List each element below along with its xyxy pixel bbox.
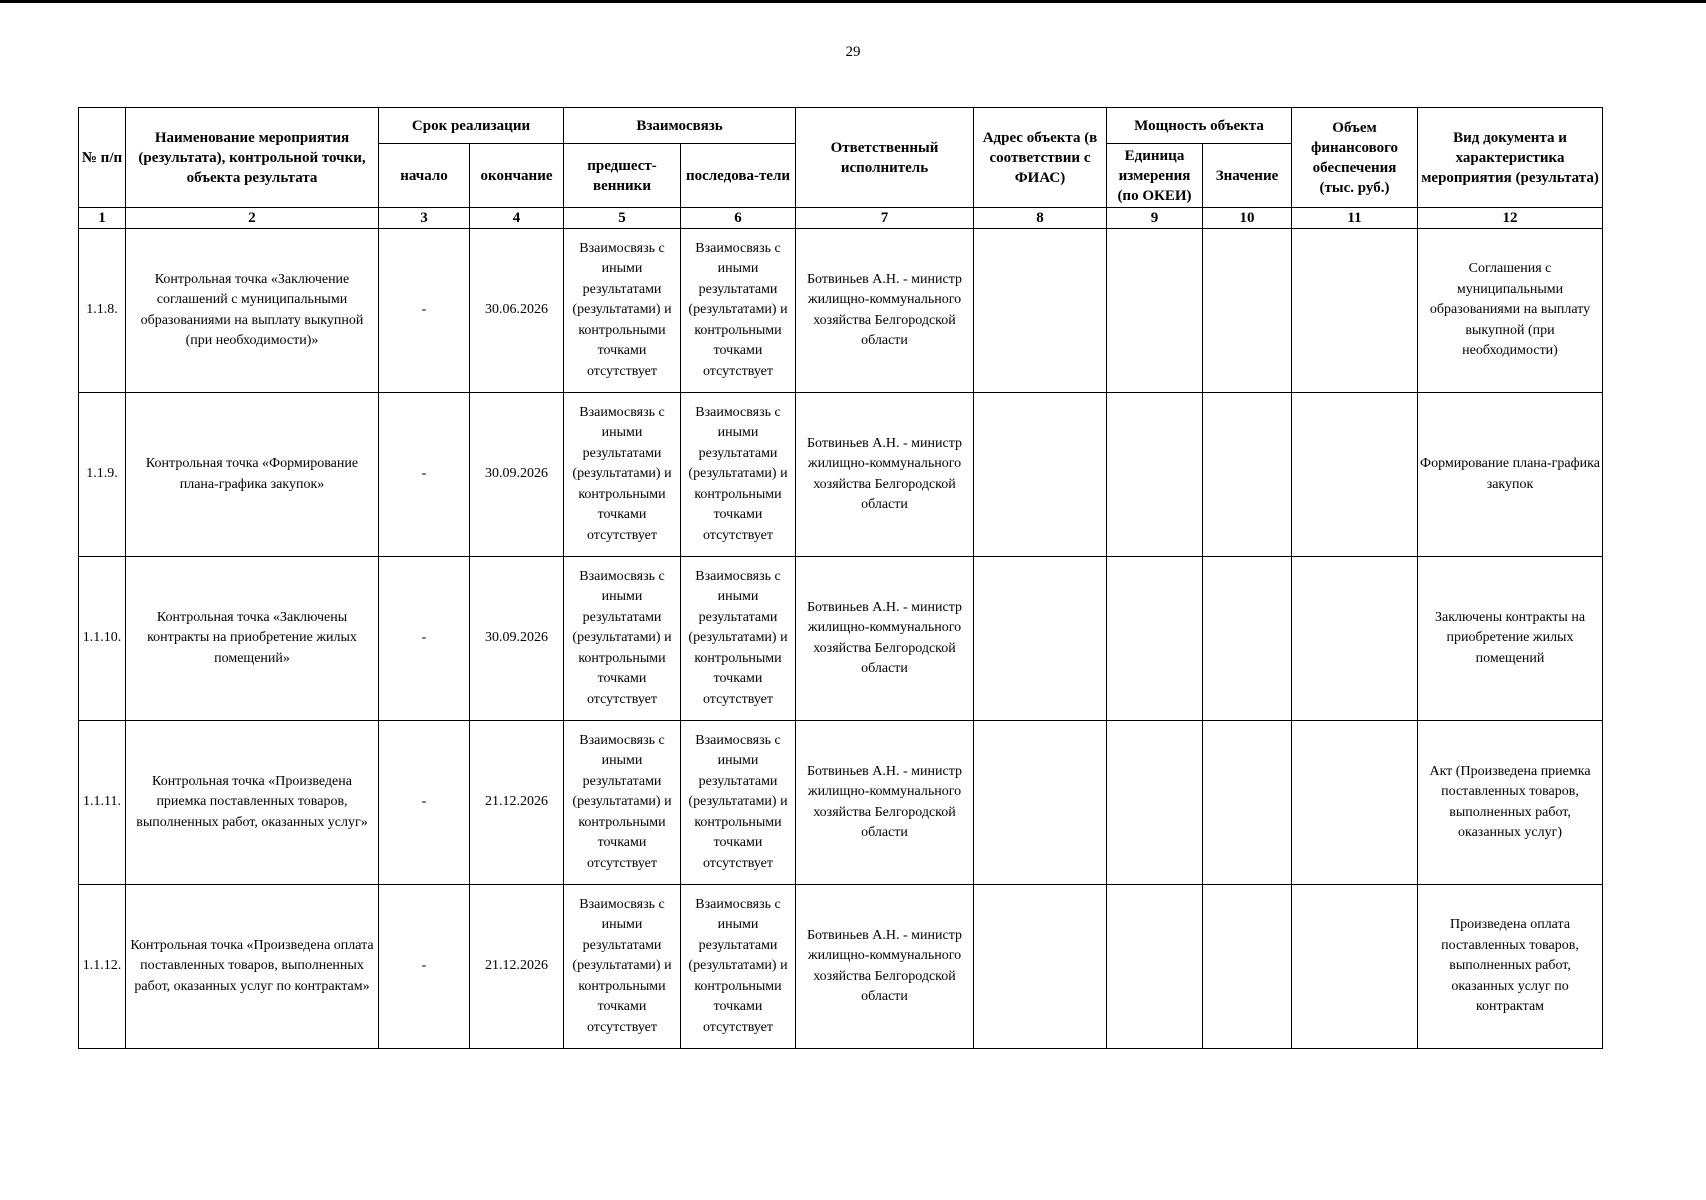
row-finance <box>1292 393 1418 557</box>
row-value <box>1203 721 1292 885</box>
row-finance <box>1292 721 1418 885</box>
column-number: 6 <box>681 208 796 229</box>
row-address <box>974 229 1107 393</box>
column-number-row <box>79 208 1603 229</box>
row-successors: Взаимосвязь с иными результатами (результатами) и контрольными точками отсутствует <box>681 557 796 721</box>
page-number: 29 <box>845 44 861 60</box>
table-row <box>79 885 1603 1049</box>
header-responsible: Ответственный исполнитель <box>796 108 974 208</box>
column-number: 3 <box>379 208 470 229</box>
table-row <box>79 229 1603 393</box>
row-value <box>1203 557 1292 721</box>
header-link-prev: предшест-венники <box>564 144 681 208</box>
row-unit <box>1107 393 1203 557</box>
table-row <box>79 557 1603 721</box>
column-number: 5 <box>564 208 681 229</box>
row-responsible: Ботвиньев А.Н. - министр жилищно-коммунального хозяйства Белгородской области <box>796 393 974 557</box>
row-value <box>1203 885 1292 1049</box>
row-finance <box>1292 229 1418 393</box>
row-name: Контрольная точка «Заключены контракты на приобретение жилых помещений» <box>126 557 379 721</box>
row-start: - <box>379 557 470 721</box>
row-finance <box>1292 557 1418 721</box>
row-end: 30.09.2026 <box>470 557 564 721</box>
header-capacity-value: Значение <box>1203 144 1292 208</box>
column-number: 4 <box>470 208 564 229</box>
column-number: 7 <box>796 208 974 229</box>
row-doc: Заключены контракты на приобретение жилых помещений <box>1418 557 1603 721</box>
table-row <box>79 721 1603 885</box>
row-responsible: Ботвиньев А.Н. - министр жилищно-коммунального хозяйства Белгородской области <box>796 557 974 721</box>
plan-table <box>78 107 1603 1049</box>
column-number: 2 <box>126 208 379 229</box>
row-doc: Формирование плана-графика закупок <box>1418 393 1603 557</box>
row-number: 1.1.8. <box>79 229 126 393</box>
row-start: - <box>379 229 470 393</box>
row-predecessors: Взаимосвязь с иными результатами (результатами) и контрольными точками отсутствует <box>564 393 681 557</box>
header-term-end: окончание <box>470 144 564 208</box>
row-doc: Соглашения с муниципальными образованиями на выплату выкупной (при необходимости) <box>1418 229 1603 393</box>
row-predecessors: Взаимосвязь с иными результатами (результатами) и контрольными точками отсутствует <box>564 229 681 393</box>
header-capacity: Мощность объекта <box>1107 108 1292 144</box>
header-address: Адрес объекта (в соответствии с ФИАС) <box>974 108 1107 208</box>
row-unit <box>1107 557 1203 721</box>
header-finance: Объем финансового обеспечения (тыс. руб.) <box>1292 108 1418 208</box>
row-predecessors: Взаимосвязь с иными результатами (результатами) и контрольными точками отсутствует <box>564 885 681 1049</box>
row-number: 1.1.11. <box>79 721 126 885</box>
row-address <box>974 721 1107 885</box>
column-number: 12 <box>1418 208 1603 229</box>
row-end: 30.06.2026 <box>470 229 564 393</box>
row-end: 21.12.2026 <box>470 885 564 1049</box>
row-start: - <box>379 393 470 557</box>
header-name: Наименование мероприятия (результата), контрольной точки, объекта результата <box>126 108 379 208</box>
row-end: 30.09.2026 <box>470 393 564 557</box>
row-address <box>974 885 1107 1049</box>
row-unit <box>1107 721 1203 885</box>
table-row <box>79 393 1603 557</box>
row-finance <box>1292 885 1418 1049</box>
row-name: Контрольная точка «Заключение соглашений с муниципальными образованиями на выплату выкупной (при необходимости)» <box>126 229 379 393</box>
row-start: - <box>379 721 470 885</box>
header-term-start: начало <box>379 144 470 208</box>
row-predecessors: Взаимосвязь с иными результатами (результатами) и контрольными точками отсутствует <box>564 557 681 721</box>
row-number: 1.1.9. <box>79 393 126 557</box>
header-capacity-unit: Единица измерения (по ОКЕИ) <box>1107 144 1203 208</box>
row-successors: Взаимосвязь с иными результатами (результатами) и контрольными точками отсутствует <box>681 885 796 1049</box>
row-successors: Взаимосвязь с иными результатами (результатами) и контрольными точками отсутствует <box>681 393 796 557</box>
row-name: Контрольная точка «Произведена приемка поставленных товаров, выполненных работ, оказанных услуг» <box>126 721 379 885</box>
row-successors: Взаимосвязь с иными результатами (результатами) и контрольными точками отсутствует <box>681 229 796 393</box>
row-doc: Акт (Произведена приемка поставленных товаров, выполненных работ, оказанных услуг) <box>1418 721 1603 885</box>
header-number: № п/п <box>79 108 126 208</box>
column-number: 10 <box>1203 208 1292 229</box>
column-number: 1 <box>79 208 126 229</box>
row-start: - <box>379 885 470 1049</box>
column-number: 8 <box>974 208 1107 229</box>
header-link: Взаимосвязь <box>564 108 796 144</box>
row-doc: Произведена оплата поставленных товаров, выполненных работ, оказанных услуг по контрактам <box>1418 885 1603 1049</box>
row-end: 21.12.2026 <box>470 721 564 885</box>
table-body <box>79 229 1603 1049</box>
row-responsible: Ботвиньев А.Н. - министр жилищно-коммунального хозяйства Белгородской области <box>796 229 974 393</box>
row-unit <box>1107 229 1203 393</box>
row-number: 1.1.10. <box>79 557 126 721</box>
top-border-line <box>0 0 1706 3</box>
table-header <box>79 108 1603 229</box>
header-doc-type: Вид документа и характеристика мероприятия (результата) <box>1418 108 1603 208</box>
column-number: 11 <box>1292 208 1418 229</box>
header-term: Срок реализации <box>379 108 564 144</box>
row-responsible: Ботвиньев А.Н. - министр жилищно-коммунального хозяйства Белгородской области <box>796 721 974 885</box>
row-value <box>1203 229 1292 393</box>
header-link-next: последова-тели <box>681 144 796 208</box>
row-successors: Взаимосвязь с иными результатами (результатами) и контрольными точками отсутствует <box>681 721 796 885</box>
row-address <box>974 557 1107 721</box>
row-predecessors: Взаимосвязь с иными результатами (результатами) и контрольными точками отсутствует <box>564 721 681 885</box>
row-number: 1.1.12. <box>79 885 126 1049</box>
row-unit <box>1107 885 1203 1049</box>
row-value <box>1203 393 1292 557</box>
row-responsible: Ботвиньев А.Н. - министр жилищно-коммунального хозяйства Белгородской области <box>796 885 974 1049</box>
row-name: Контрольная точка «Произведена оплата поставленных товаров, выполненных работ, оказанных услуг по контрактам» <box>126 885 379 1049</box>
column-number: 9 <box>1107 208 1203 229</box>
row-address <box>974 393 1107 557</box>
row-name: Контрольная точка «Формирование плана-графика закупок» <box>126 393 379 557</box>
